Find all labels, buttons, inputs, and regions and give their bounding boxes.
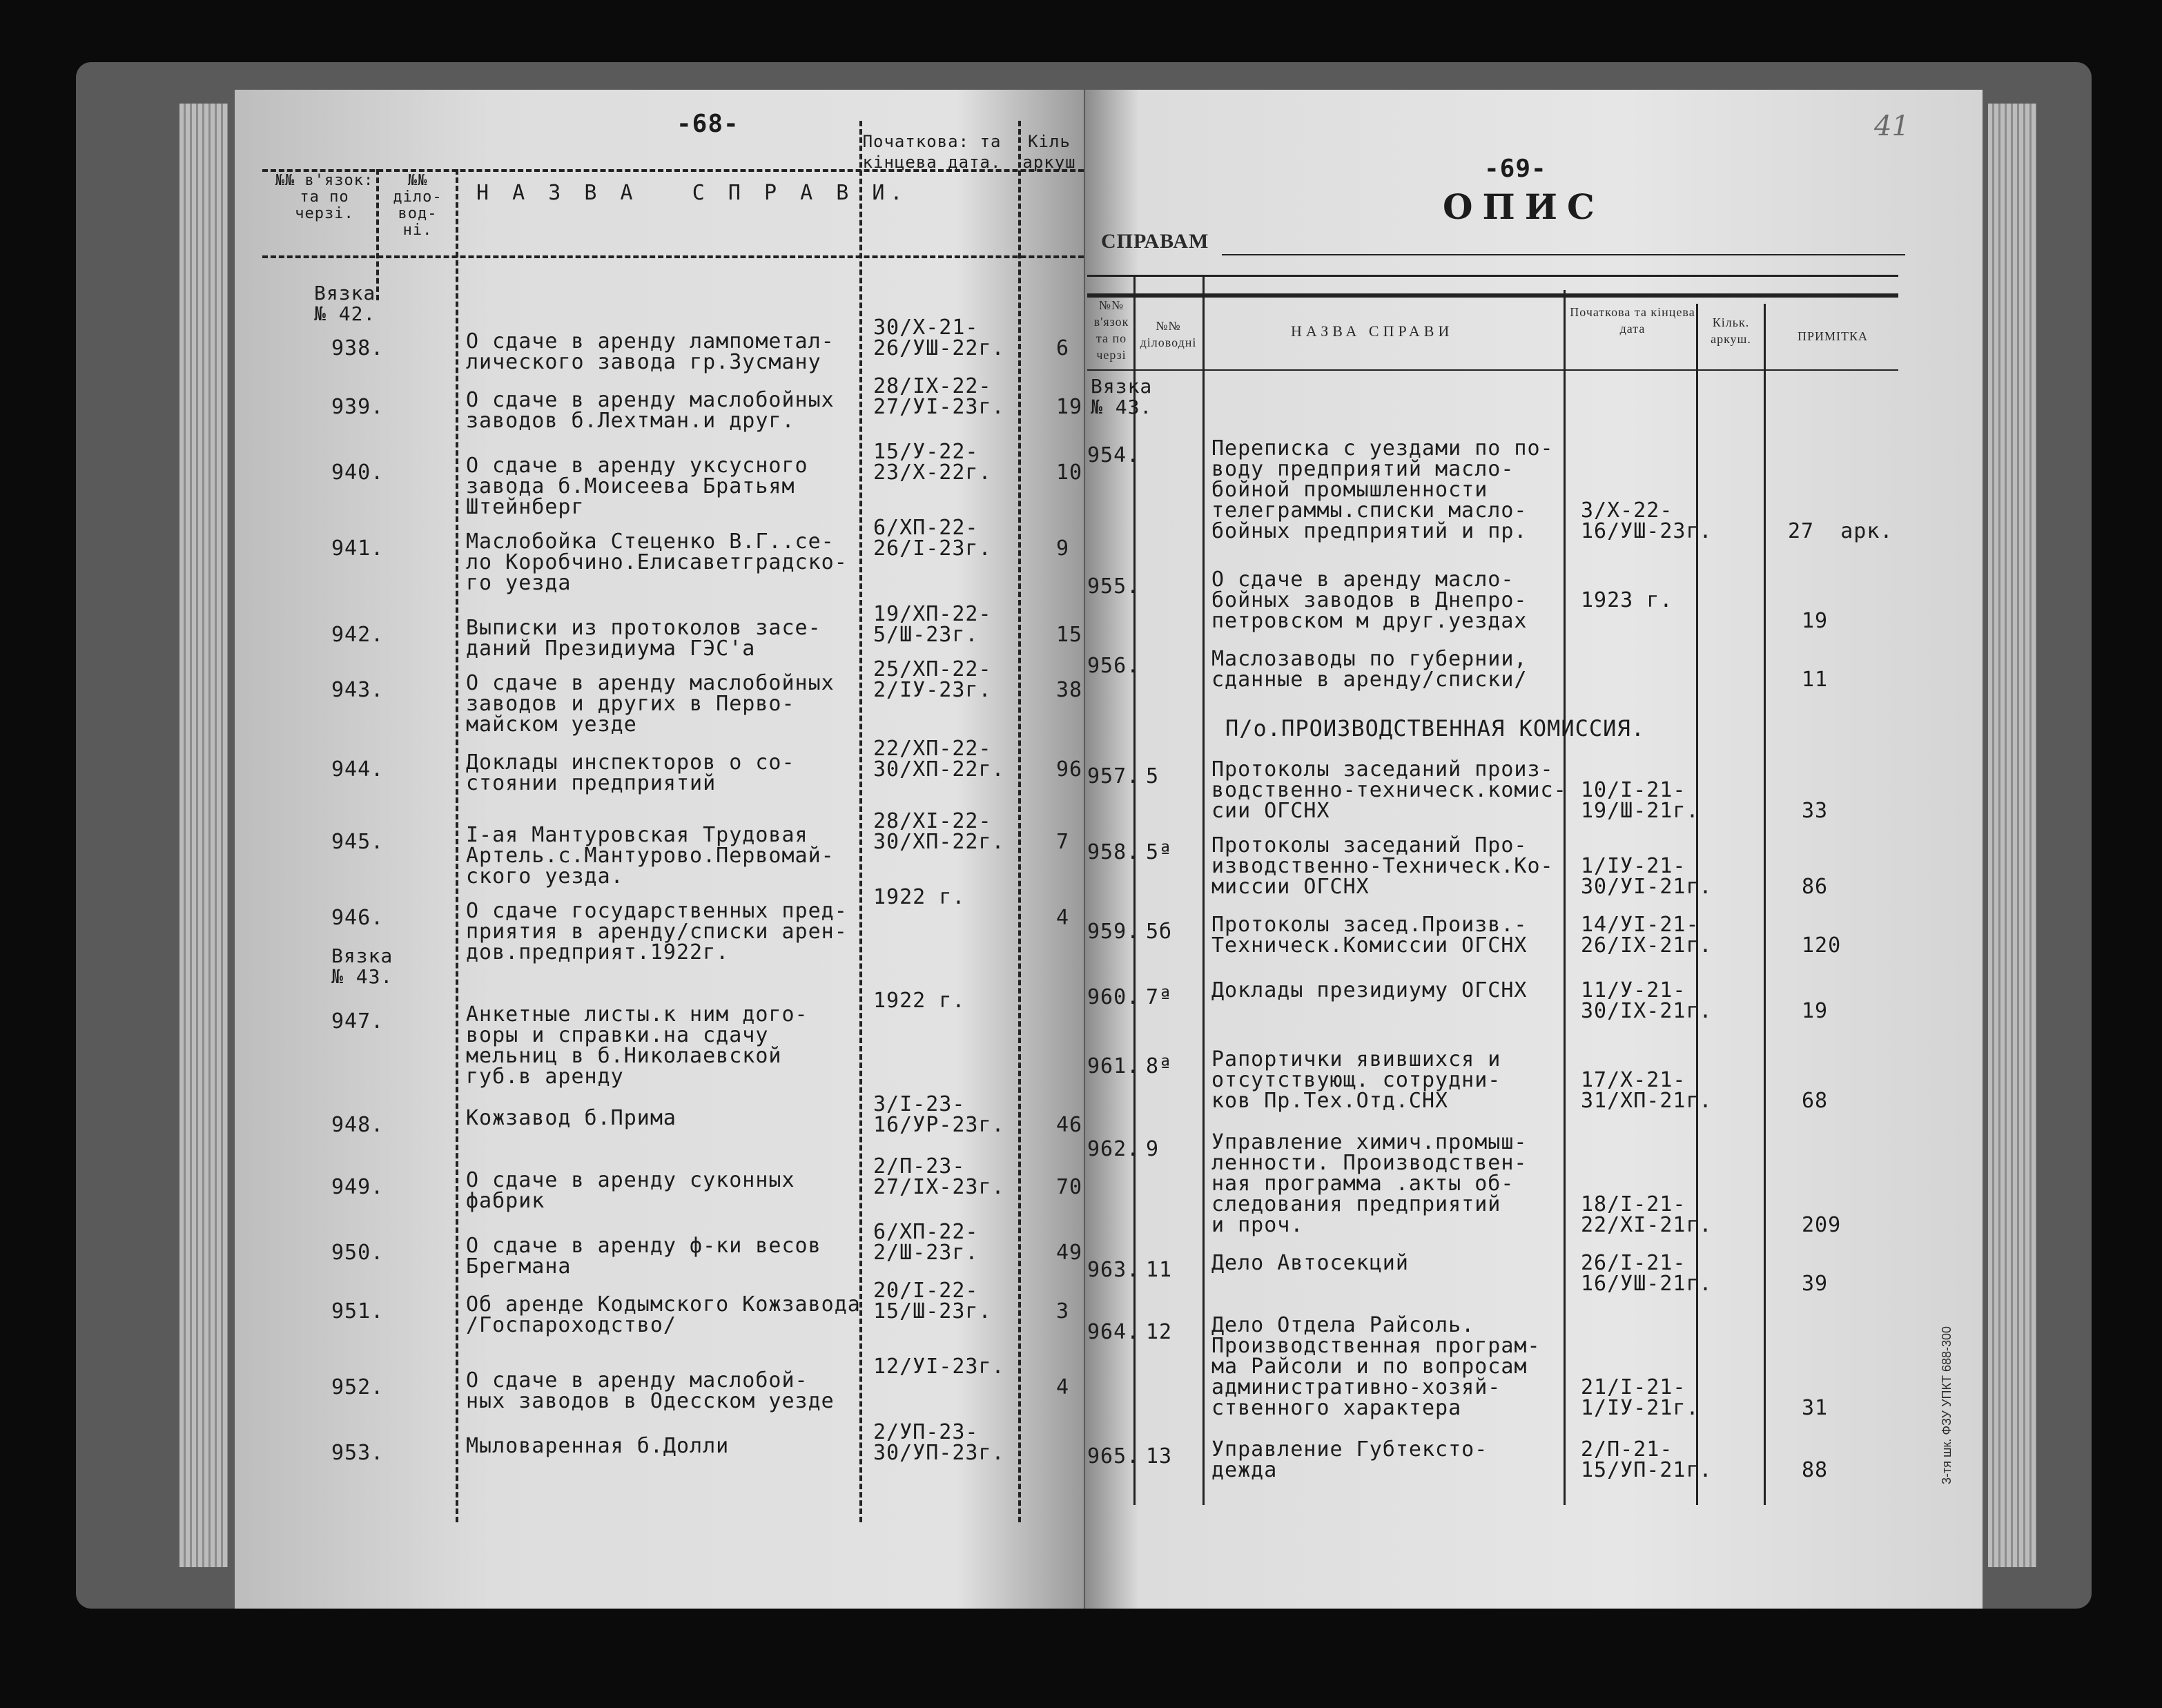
- right-row-sheets: 31: [1802, 1396, 1829, 1420]
- right-row-number: 957.: [1087, 764, 1140, 788]
- left-row-number: 947.: [331, 1009, 384, 1033]
- left-row-title: О сдаче государственных пред- приятия в аренду/списки арен- дов.предприят.1922г.: [466, 899, 848, 964]
- left-row-title: I-ая Мантуровская Трудовая Артель.с.Мантурово.Первомай- ского уезда.: [466, 823, 835, 889]
- right-row-number: 961.: [1087, 1054, 1140, 1078]
- right-row-sheets: 39: [1802, 1272, 1829, 1296]
- left-header-title-col: Н А З В А С П Р А В И.: [476, 181, 908, 205]
- right-row-dates: 17/Х-21- 31/ХП-21г.: [1581, 1068, 1713, 1113]
- right-header-title-col: НАЗВА СПРАВИ: [1291, 322, 1454, 340]
- left-row-number: 950.: [331, 1241, 384, 1265]
- left-row-sheets: 19: [1056, 395, 1083, 419]
- left-row-dates: 6/ХП-22- 26/I-23г.: [873, 516, 992, 561]
- left-header-sheets-col: Кіль аркуш: [1022, 132, 1076, 172]
- right-header-rule-thick: [1087, 293, 1898, 298]
- left-row-dates: 30/Х-21- 26/УШ-22г.: [873, 316, 1005, 360]
- left-col-divider-1: [376, 169, 379, 300]
- left-row-number: 941.: [331, 536, 384, 561]
- left-row-title: О сдаче в аренду маслобойных заводов и других в Перво- майском уезде: [466, 671, 835, 737]
- right-col-divider-5: [1764, 304, 1766, 1505]
- right-row-sheets: 120: [1802, 933, 1842, 958]
- right-row-number: 959.: [1087, 920, 1140, 944]
- right-row-note: 27 арк.: [1788, 519, 1893, 543]
- right-row-title: Дело Отдела Райсоль. Производственная програм- ма Райсоли и по вопросам административно-хозяй- ственного характера: [1211, 1313, 1541, 1420]
- right-row-number: 963.: [1087, 1258, 1140, 1282]
- left-row-dates: 2/П-23- 27/IX-23г.: [873, 1154, 1005, 1199]
- left-page-number: -68-: [676, 110, 739, 138]
- left-row-dates: 28/IX-22- 27/УI-23г.: [873, 374, 1005, 419]
- right-col-divider-2: [1202, 276, 1205, 1505]
- left-row-dates: 6/ХП-22- 2/Ш-23г.: [873, 1220, 979, 1265]
- left-row-title: О сдаче в аренду маслобой- ных заводов в Одесском уезде: [466, 1368, 835, 1413]
- right-col-divider-3: [1564, 290, 1566, 1505]
- handwritten-folio-number: 41: [1874, 110, 1909, 142]
- right-row-dates: 11/У-21- 30/IX-21г.: [1581, 978, 1713, 1023]
- left-row-number: 943.: [331, 678, 384, 702]
- left-row-number: 952.: [331, 1375, 384, 1399]
- left-row-dates: 2/УП-23- 30/УП-23г.: [873, 1420, 1005, 1465]
- left-header-rule-top: [262, 169, 1084, 172]
- left-row-number: 939.: [331, 395, 384, 419]
- left-row-title: Кожзавод б.Прима: [466, 1106, 676, 1130]
- left-row-dates: 12/УI-23г.: [873, 1355, 1005, 1379]
- left-row-sheets: 49: [1056, 1241, 1083, 1265]
- right-row-deloved: 9: [1146, 1137, 1160, 1161]
- right-row-title: Маслозаводы по губернии, сданные в аренду/списки/: [1211, 647, 1528, 692]
- left-row-number: 945.: [331, 830, 384, 854]
- subtitle-underline: [1222, 254, 1905, 255]
- right-row-sheets: 33: [1802, 799, 1829, 823]
- right-col-divider-4: [1696, 304, 1698, 1505]
- left-row-title: Маслобойка Стеценко В.Г..се- ло Коробчино.Елисаветградско- го уезда: [466, 530, 848, 595]
- left-row-dates: 19/ХП-22- 5/Ш-23г.: [873, 602, 992, 647]
- left-row-title: О сдаче в аренду маслобойных заводов б.Лехтман.и друг.: [466, 388, 835, 433]
- opis-title: ОПИС: [1443, 186, 1604, 227]
- left-col-divider-4: [1018, 121, 1021, 1522]
- right-row-title: Управление химич.промыш- ленности. Производствен- ная программа .акты об- следования предприятий и проч.: [1211, 1130, 1528, 1237]
- right-header-deloved-col: №№ діловодні: [1140, 319, 1197, 349]
- right-row-number: 960.: [1087, 985, 1140, 1009]
- right-row-dates: 10/I-21- 19/Ш-21г.: [1581, 778, 1700, 823]
- left-row-dates: 1922 г.: [873, 989, 966, 1013]
- left-header-bundle-col: №№ в'язок: та по черзі.: [275, 172, 374, 222]
- left-row-sheets: 9: [1056, 536, 1070, 561]
- left-header-deloved-col: №№ діло- вод- ні.: [393, 172, 442, 239]
- right-row-deloved: 7ª: [1146, 985, 1173, 1009]
- left-row-number: 951.: [331, 1299, 384, 1323]
- left-row-sheets: 38: [1056, 678, 1083, 702]
- right-row-dates: 1923 г.: [1581, 588, 1673, 612]
- left-row-sheets: 7: [1056, 830, 1070, 854]
- right-header-sheets-col: Кільк. аркуш.: [1711, 316, 1751, 346]
- right-row-deloved: 5: [1146, 764, 1160, 788]
- right-row-title: Управление Губтексто- дежда: [1211, 1437, 1488, 1482]
- right-row-deloved: 11: [1146, 1258, 1173, 1282]
- right-row-number: 956.: [1087, 654, 1140, 678]
- right-row-dates: 1/IУ-21- 30/УI-21г.: [1581, 854, 1713, 899]
- left-col-divider-2: [456, 169, 458, 1522]
- page-edges-right: [1988, 104, 2036, 1567]
- right-row-title: Рапортички явившихся и отсутствующ. сотрудни- ков Пр.Тех.Отд.СНХ: [1211, 1047, 1501, 1113]
- right-row-deloved: 13: [1146, 1444, 1173, 1468]
- left-row-dates: 28/ХI-22- 30/ХП-22г.: [873, 809, 1005, 854]
- left-row-title: О сдаче в аренду лампометал- лического завода гр.Зусману: [466, 329, 835, 374]
- right-row-number: 965.: [1087, 1444, 1140, 1468]
- right-row-sheets: 68: [1802, 1089, 1829, 1113]
- left-row-title: Выписки из протоколов засе- даний Президиума ГЭС'а: [466, 616, 821, 661]
- left-row-dates: 15/У-22- 23/Х-22г.: [873, 440, 992, 485]
- left-row-number: 940.: [331, 460, 384, 485]
- left-row-dates: 20/I-22- 15/Ш-23г.: [873, 1279, 992, 1323]
- right-row-sheets: 209: [1802, 1213, 1842, 1237]
- right-bundle-43: Вязка № 43.: [1091, 375, 1153, 418]
- right-row-dates: 18/I-21- 22/ХI-21г.: [1581, 1192, 1713, 1237]
- left-row-number: 938.: [331, 336, 384, 360]
- left-row-sheets: 46: [1056, 1113, 1083, 1137]
- right-row-dates: 3/Х-22- 16/УШ-23г.: [1581, 498, 1713, 543]
- right-row-deloved: 5б: [1146, 920, 1173, 944]
- right-row-title: Протоколы заседаний Про- изводственно-Техническ.Ко- миссии ОГСНХ: [1211, 833, 1554, 899]
- right-row-number: 962.: [1087, 1137, 1140, 1161]
- right-header-note-col: ПРИМІТКА: [1797, 329, 1868, 343]
- right-row-sheets: 86: [1802, 875, 1829, 899]
- right-row-dates: 14/УI-21- 26/IX-21г.: [1581, 913, 1713, 958]
- right-row-title: О сдаче в аренду масло- бойных заводов в Днепро- петровском м друг.уездах: [1211, 567, 1528, 633]
- right-row-title: Доклады президиуму ОГСНХ: [1211, 978, 1528, 1002]
- left-row-dates: 25/ХП-22- 2/IУ-23г.: [873, 657, 992, 702]
- left-row-number: 953.: [331, 1441, 384, 1465]
- right-row-dates: 26/I-21- 16/УШ-21г.: [1581, 1251, 1713, 1296]
- left-bundle-43: Вязка № 43.: [331, 944, 393, 988]
- right-row-number: 954.: [1087, 443, 1140, 467]
- right-row-number: 958.: [1087, 840, 1140, 864]
- page-edges-left: [179, 104, 228, 1567]
- left-row-sheets: 3: [1056, 1299, 1070, 1323]
- right-row-title: Переписка с уездами по по- воду предприятий масло- бойной промышленности телеграммы.списки масло- бойных предприятий и пр.: [1211, 436, 1554, 543]
- left-row-number: 949.: [331, 1175, 384, 1199]
- right-row-title: Протоколы заседаний произ- водственно-техническ.комис- сии ОГСНХ: [1211, 757, 1567, 823]
- right-row-deloved: 12: [1146, 1320, 1173, 1344]
- left-bundle-42: Вязка № 42.: [314, 282, 376, 325]
- right-page-number: -69-: [1484, 155, 1547, 183]
- left-row-sheets: 15: [1056, 623, 1083, 647]
- left-row-dates: 22/ХП-22- 30/ХП-22г.: [873, 737, 1005, 782]
- left-header-dates-col: Початкова: та кінцева дата.: [862, 132, 1002, 172]
- right-row-dates: 21/I-21- 1/IУ-21г.: [1581, 1375, 1700, 1420]
- left-row-number: 948.: [331, 1113, 384, 1137]
- right-row-deloved: 5ª: [1146, 840, 1173, 864]
- left-row-title: О сдаче в аренду ф-ки весов Брегмана: [466, 1234, 821, 1279]
- right-row-sheets: 88: [1802, 1458, 1829, 1482]
- right-row-sheets: 19: [1802, 609, 1829, 633]
- opis-subtitle: СПРАВАМ: [1101, 230, 1209, 253]
- left-row-title: О сдаче в аренду суконных фабрик: [466, 1168, 795, 1213]
- right-row-number: 964.: [1087, 1320, 1140, 1344]
- left-row-dates: 1922 г.: [873, 885, 966, 909]
- left-row-sheets: 96: [1056, 757, 1083, 782]
- left-row-sheets: 4: [1056, 906, 1070, 930]
- left-row-title: О сдаче в аренду уксусного завода б.Моисеева Братьям Штейнберг: [466, 454, 808, 519]
- left-row-number: 946.: [331, 906, 384, 930]
- right-row-number: 955.: [1087, 574, 1140, 599]
- left-row-sheets: 6: [1056, 336, 1070, 360]
- right-row-deloved: 8ª: [1146, 1054, 1173, 1078]
- left-row-dates: 3/I-23- 16/УР-23г.: [873, 1092, 1005, 1137]
- right-row-sheets: 11: [1802, 668, 1829, 692]
- left-header-rule-bottom: [262, 255, 1084, 258]
- left-row-sheets: 10: [1056, 460, 1083, 485]
- left-row-sheets: 4: [1056, 1375, 1070, 1399]
- left-row-title: Мыловаренная б.Долли: [466, 1434, 730, 1458]
- right-row-title: Протоколы засед.Произв.- Техническ.Комиссии ОГСНХ: [1211, 913, 1528, 958]
- section-heading: П/о.ПРОИЗВОДСТВЕННАЯ КОМИССИЯ.: [1225, 715, 1645, 741]
- right-header-rule-top: [1087, 275, 1898, 277]
- right-header-bundle-col: №№ в'язок та по черзі: [1093, 298, 1129, 362]
- left-row-title: Доклады инспекторов о со- стоянии предприятий: [466, 750, 795, 795]
- right-row-title: Дело Автосекций: [1211, 1251, 1409, 1275]
- right-header-rule-bottom: [1087, 369, 1898, 371]
- left-row-title: Об аренде Кодымского Кожзавода /Госпароходство/: [466, 1292, 861, 1337]
- right-row-dates: 2/П-21- 15/УП-21г.: [1581, 1437, 1713, 1482]
- left-row-title: Анкетные листы.к ним дого- воры и справки.на сдачу мельниц в б.Николаевской губ.в аренду: [466, 1002, 808, 1089]
- left-row-sheets: 70: [1056, 1175, 1083, 1199]
- printer-stamp: 3-тя шк. ФЗУ УПКТ 688-300: [1940, 1326, 1954, 1484]
- right-row-sheets: 19: [1802, 999, 1829, 1023]
- left-row-number: 942.: [331, 623, 384, 647]
- right-header-dates-col: Початкова та кінцева дата: [1570, 305, 1695, 336]
- left-row-number: 944.: [331, 757, 384, 782]
